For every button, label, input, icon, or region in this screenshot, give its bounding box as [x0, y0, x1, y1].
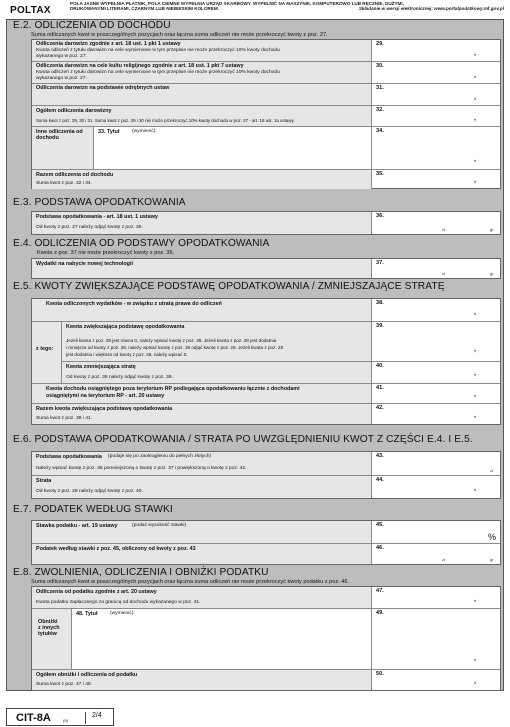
field-row-30: Odliczenia darowizn na cele kultu religijnego zgodnie z art. 18 ust. 1 pkt 7 ustawy Kwota odliczeń z tytułu darowizn na cele wymienione w tym przepisie nie może przekroczyć 10% kwoty dochodu wykazanego w poz. 27. 30. , [32, 62, 500, 84]
field-33-title-input[interactable]: 33. Tytuł (wymienić): [94, 127, 372, 169]
form-frame [6, 19, 504, 691]
field-30-input[interactable] [372, 62, 500, 83]
form-code-box [6, 708, 114, 726]
field-row-44: Strata Od kwoty z poz. 28 należy odjąć kwotę z poz. 40. 44. , [32, 476, 500, 498]
field-row-50: Ogółem obniżki i odliczenia od podatku Suma kwot z poz. 47 i 49. 50. , [32, 670, 500, 690]
percent-sign: % [488, 532, 497, 542]
field-row-43: Podstawa opodatkowania (podaje się po zaokrągleniu do pełnych złotych) Należy wpisać kwotę z poz. 36 pomniejszoną o kwotę z poz. 37 i powiększoną o kwotę z poz. 42. 43. zł [32, 452, 500, 476]
electronic-submission-note: Składanie w wersji elektronicznej: www.portalpodatkowy.mf.gov.pl [358, 6, 504, 12]
field-34-input[interactable] [372, 127, 500, 169]
section-e2-subtitle: Suma odliczanych kwot w poszczególnych pozycjach oraz łączna suma odliczeń nie może przekroczyć kwoty z poz. 27. [31, 32, 328, 38]
form-code: CIT-8A [16, 712, 51, 724]
section-e7-title: E.7. PODATEK WEDŁUG STAWKI [13, 504, 173, 515]
page-number: 2/4 [85, 712, 102, 724]
section-e4-box: Wydatki na nabycie nowej technologii 37. zł gr [31, 258, 501, 279]
field-row-38: Kwota odliczonych wydatków - w związku z utratą prawa do odliczeń 38. , [32, 299, 500, 322]
section-e3-box: Podstawa opodatkowania - art. 18 ust. 1 ustawy Od kwoty z poz. 27 należy odjąć kwotę z poz. 35. 36. zł gr [31, 211, 501, 235]
poltax-logo: POLTAX [10, 5, 51, 16]
field-row-32: Ogółem odliczenia darowizny Suma kwot z poz. 29, 30 i 31. Suma kwot z poz. 29 i 30 nie może przekroczyć 10% kwoty dochodu w poz. 27 - art. 18 ust. 1a ustawy. 32. , [32, 106, 500, 127]
section-e5-title: E.5. KWOTY ZWIĘKSZAJĄCE PODSTAWĘ OPODATKOWANIA / ZMNIEJSZAJĄCE STRATĘ [13, 281, 445, 292]
section-e4-subtitle: Kwota z poz. 37 nie może przekroczyć kwoty z poz. 36. [37, 250, 175, 256]
section-e6-box [31, 451, 501, 499]
field-row-41: Kwota dochodu osiągniętego poza terytorium RP podlegająca opodatkowaniu łącznie z dochodami osiągniętymi na terytorium RP - art. 20 ustawy 41. , [32, 384, 500, 404]
field-row-46: Podatek według stawki z poz. 45, obliczony od kwoty z poz. 43 46. zł gr [32, 544, 500, 564]
field-row-48-49: Obniżki z innych tytułów 48. Tytuł (wymienić): 49. , [32, 609, 500, 670]
section-e8-subtitle: Suma odliczanych kwot w poszczególnych pozycjach oraz łączna suma odliczeń nie może przekroczyć kwoty podatku z poz. 46. [31, 579, 350, 585]
section-e8-title: E.8. ZWOLNIENIA, ODLICZENIA I OBNIŻKI PODATKU [13, 567, 269, 578]
field-45-input[interactable] [372, 521, 500, 543]
field-38-input[interactable] [372, 299, 500, 321]
field-43-input[interactable] [372, 452, 500, 475]
section-e7-box [31, 520, 501, 565]
page-footer [6, 708, 504, 726]
field-row-33-34: Inne odliczenia od dochodu 33. Tytuł (wymienić): 34. , [32, 127, 500, 170]
field-49-input[interactable] [372, 609, 500, 669]
form-instructions: POLA JASNE WYPEŁNIA PŁATNIK, POLA CIEMNE WYPEŁNIA URZĄD SKARBOWY. WYPEŁNIĆ NA MASZYNIE, KOMPUTEROWO LUB RĘCZNIE, DUŻYMI, DRUKOWANYMI LITERAMI, CZARNYM LUB NIEBIESKIM KOLOREM. Składanie w wersji elektronicznej: www.portalpodatkowy.mf.gov.pl [70, 1, 504, 12]
section-e4-title: E.4. ODLICZENIA OD PODSTAWY OPODATKOWANIA [13, 238, 270, 249]
field-41-input[interactable] [372, 384, 500, 403]
field-32-input[interactable] [372, 106, 500, 126]
field-row-42: Razem kwota zwiększająca podstawę opodatkowania Suma kwot z poz. 39 i 41. 42. , [32, 404, 500, 424]
section-e2-title: E.2. ODLICZENIA OD DOCHODU [13, 20, 171, 31]
section-e8-box [31, 586, 501, 691]
form-version: (9) [63, 718, 68, 723]
field-40-input[interactable] [372, 362, 500, 383]
page-header [6, 1, 504, 19]
z-tego-label: z tego: [36, 346, 54, 352]
field-row-35: Razem odliczenia od dochodu Suma kwot z poz. 32 i 34. 35. , [32, 170, 500, 189]
field-29-input[interactable] [372, 40, 500, 61]
field-36-input[interactable] [372, 212, 500, 234]
field-35-input[interactable] [372, 170, 500, 189]
field-31-input[interactable] [372, 84, 500, 105]
section-e2-box [31, 39, 501, 189]
field-39-input[interactable] [372, 322, 500, 361]
field-46-input[interactable] [372, 544, 500, 564]
section-e5-box [31, 298, 501, 425]
field-row-40: Kwota zmniejszająca stratę Od kwoty z poz. 38 należy odjąć kwotę z poz. 39. 40. , [62, 362, 500, 384]
section-e6-title: E.6. PODSTAWA OPODATKOWANIA / STRATA PO UWZGLĘDNIENIU KWOT Z CZĘŚCI E.4. I E.5. [13, 434, 473, 445]
field-42-input[interactable] [372, 404, 500, 424]
field-48-title-input[interactable]: 48. Tytuł (wymienić): [72, 609, 372, 669]
field-row-45: Stawka podatku - art. 19 ustawy (podać wysokość stawki) 45. % [32, 521, 500, 544]
field-row-39: Kwota zwiększająca podstawę opodatkowania Jeżeli kwota z poz. 28 jest równa 0, należy wpisać kwotę z poz. 38. Jeżeli kwota z poz. 28 jest dodatnia i mniejsza od kwoty z poz. 38, należy wpisać kwotę z poz. 38 odjąć kwotę z poz. 28. Jeżeli kwota z poz. 28 jest dodatnia i większa od kwoty z poz. 38, należy wpisać 0. 39. , [62, 322, 500, 362]
field-47-input[interactable] [372, 587, 500, 608]
field-row-31: Odliczenia darowizn na podstawie odrębnych ustaw 31. , [32, 84, 500, 106]
field-row-29: Odliczenia darowizn zgodnie z art. 18 ust. 1 pkt 1 ustawy Kwota odliczeń z tytułu darowizn na cele wymienione w tym przepisie nie może przekroczyć 10% kwoty dochodu wykazanego w poz. 27. 29. , [32, 40, 500, 62]
section-e3-title: E.3. PODSTAWA OPODATKOWANIA [13, 197, 186, 208]
field-row-47: Odliczenia od podatku zgodnie z art. 20 ustawy Kwota podatku zapłaconego za granicą od dochodu wykazanego w poz. 41. 47. , [32, 587, 500, 609]
field-44-input[interactable] [372, 476, 500, 498]
field-37-input[interactable] [372, 259, 500, 278]
field-50-input[interactable] [372, 670, 500, 690]
